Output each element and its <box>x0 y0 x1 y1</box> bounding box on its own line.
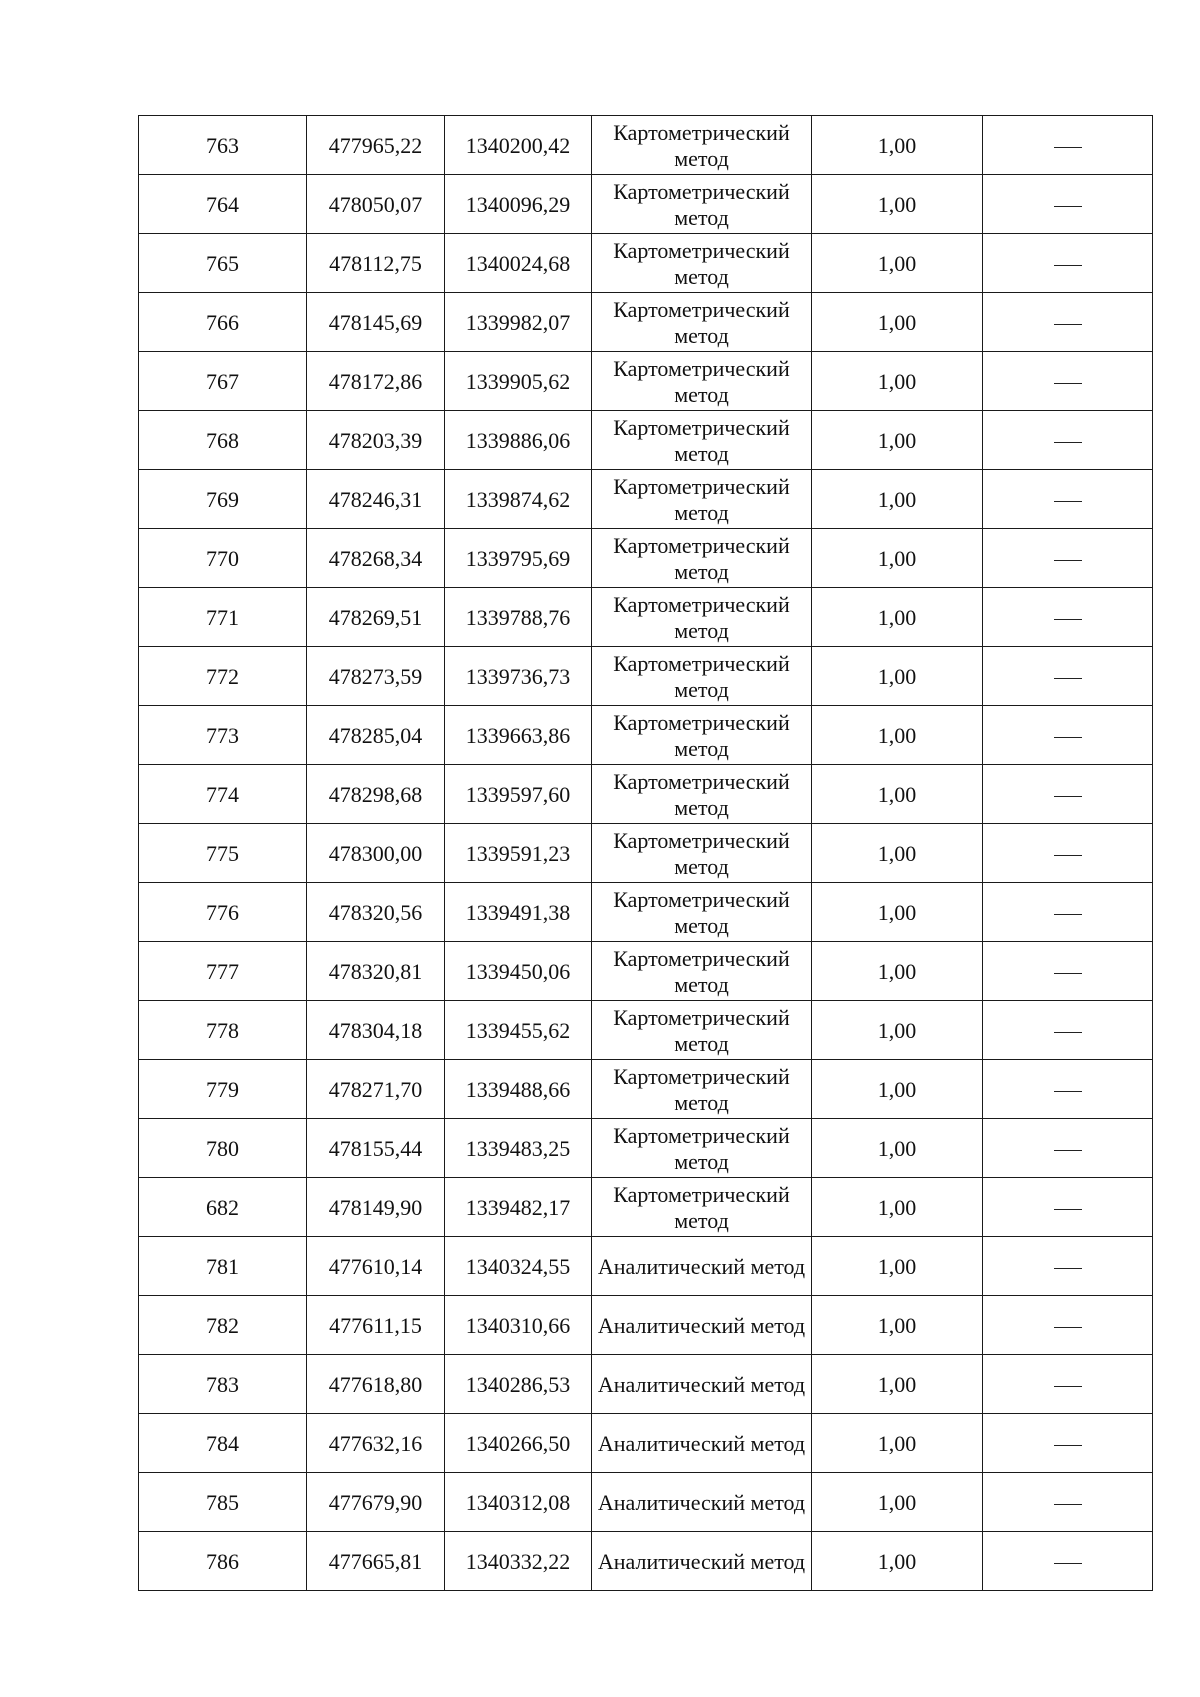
y-coordinate-cell: 1339795,69 <box>445 529 592 588</box>
note-cell <box>983 1001 1153 1060</box>
note-cell <box>983 1355 1153 1414</box>
dash-mark <box>1054 914 1082 915</box>
y-coordinate-cell: 1340286,53 <box>445 1355 592 1414</box>
dash-mark <box>1054 737 1082 738</box>
table-row <box>139 470 1153 529</box>
note-cell <box>983 234 1153 293</box>
y-coordinate-cell: 1339491,38 <box>445 883 592 942</box>
note-text <box>1082 899 1083 900</box>
x-coordinate-cell: 478246,31 <box>307 470 445 529</box>
method-cell: Картометрический метод <box>592 706 812 765</box>
note-cell <box>983 352 1153 411</box>
note-text <box>1082 545 1083 546</box>
note-text <box>1082 1548 1083 1549</box>
accuracy-cell: 1,00 <box>812 1119 983 1178</box>
y-coordinate-cell: 1339905,62 <box>445 352 592 411</box>
dash-mark <box>1054 678 1082 679</box>
y-coordinate-cell: 1339982,07 <box>445 293 592 352</box>
note-cell <box>983 942 1153 1001</box>
table-row <box>139 116 1153 175</box>
method-cell: Картометрический метод <box>592 824 812 883</box>
table-row <box>139 352 1153 411</box>
note-text <box>1082 958 1083 959</box>
dash-mark <box>1054 1504 1082 1505</box>
method-cell: Картометрический метод <box>592 883 812 942</box>
accuracy-cell: 1,00 <box>812 293 983 352</box>
x-coordinate-cell: 478298,68 <box>307 765 445 824</box>
method-cell: Картометрический метод <box>592 116 812 175</box>
note-cell <box>983 1119 1153 1178</box>
accuracy-cell: 1,00 <box>812 942 983 1001</box>
note-text <box>1082 132 1083 133</box>
y-coordinate-cell: 1340266,50 <box>445 1414 592 1473</box>
accuracy-cell: 1,00 <box>812 588 983 647</box>
x-coordinate-cell: 478271,70 <box>307 1060 445 1119</box>
dash-mark <box>1054 1150 1082 1151</box>
x-coordinate-cell: 477665,81 <box>307 1532 445 1591</box>
table-row <box>139 1001 1153 1060</box>
accuracy-cell: 1,00 <box>812 1178 983 1237</box>
point-number-cell: 766 <box>139 293 307 352</box>
y-coordinate-cell: 1339482,17 <box>445 1178 592 1237</box>
note-cell <box>983 1178 1153 1237</box>
method-cell: Аналитический метод <box>592 1473 812 1532</box>
point-number-cell: 783 <box>139 1355 307 1414</box>
accuracy-cell: 1,00 <box>812 765 983 824</box>
x-coordinate-cell: 477618,80 <box>307 1355 445 1414</box>
point-number-cell: 771 <box>139 588 307 647</box>
note-cell <box>983 411 1153 470</box>
table-row <box>139 1355 1153 1414</box>
note-text <box>1082 1430 1083 1431</box>
y-coordinate-cell: 1339874,62 <box>445 470 592 529</box>
table-row <box>139 411 1153 470</box>
note-text <box>1082 368 1083 369</box>
accuracy-cell: 1,00 <box>812 706 983 765</box>
x-coordinate-cell: 478203,39 <box>307 411 445 470</box>
x-coordinate-cell: 478149,90 <box>307 1178 445 1237</box>
table-row <box>139 234 1153 293</box>
note-cell <box>983 706 1153 765</box>
note-cell <box>983 588 1153 647</box>
y-coordinate-cell: 1339591,23 <box>445 824 592 883</box>
accuracy-cell: 1,00 <box>812 1473 983 1532</box>
x-coordinate-cell: 478320,56 <box>307 883 445 942</box>
method-cell: Картометрический метод <box>592 411 812 470</box>
x-coordinate-cell: 478050,07 <box>307 175 445 234</box>
dash-mark <box>1054 383 1082 384</box>
point-number-cell: 774 <box>139 765 307 824</box>
method-cell: Картометрический метод <box>592 175 812 234</box>
note-cell <box>983 470 1153 529</box>
method-cell: Картометрический метод <box>592 588 812 647</box>
x-coordinate-cell: 477965,22 <box>307 116 445 175</box>
x-coordinate-cell: 478300,00 <box>307 824 445 883</box>
note-text <box>1082 840 1083 841</box>
method-cell: Аналитический метод <box>592 1414 812 1473</box>
y-coordinate-cell: 1339488,66 <box>445 1060 592 1119</box>
x-coordinate-cell: 478304,18 <box>307 1001 445 1060</box>
dash-mark <box>1054 1032 1082 1033</box>
dash-mark <box>1054 501 1082 502</box>
dash-mark <box>1054 796 1082 797</box>
table-row <box>139 1178 1153 1237</box>
note-cell <box>983 1237 1153 1296</box>
dash-mark <box>1054 1386 1082 1387</box>
x-coordinate-cell: 478155,44 <box>307 1119 445 1178</box>
table-row <box>139 647 1153 706</box>
coordinates-table-body <box>139 116 1153 1591</box>
table-row <box>139 765 1153 824</box>
note-text <box>1082 1194 1083 1195</box>
method-cell: Аналитический метод <box>592 1532 812 1591</box>
y-coordinate-cell: 1340024,68 <box>445 234 592 293</box>
point-number-cell: 778 <box>139 1001 307 1060</box>
x-coordinate-cell: 477610,14 <box>307 1237 445 1296</box>
table-row <box>139 883 1153 942</box>
point-number-cell: 772 <box>139 647 307 706</box>
dash-mark <box>1054 1209 1082 1210</box>
note-text <box>1082 663 1083 664</box>
dash-mark <box>1054 442 1082 443</box>
table-row <box>139 529 1153 588</box>
note-cell <box>983 883 1153 942</box>
note-text <box>1082 1076 1083 1077</box>
y-coordinate-cell: 1340324,55 <box>445 1237 592 1296</box>
note-cell <box>983 175 1153 234</box>
accuracy-cell: 1,00 <box>812 234 983 293</box>
table-row <box>139 1237 1153 1296</box>
method-cell: Картометрический метод <box>592 234 812 293</box>
point-number-cell: 682 <box>139 1178 307 1237</box>
accuracy-cell: 1,00 <box>812 1001 983 1060</box>
method-cell: Картометрический метод <box>592 529 812 588</box>
dash-mark <box>1054 206 1082 207</box>
note-text <box>1082 1253 1083 1254</box>
note-cell <box>983 1296 1153 1355</box>
method-cell: Картометрический метод <box>592 647 812 706</box>
point-number-cell: 781 <box>139 1237 307 1296</box>
y-coordinate-cell: 1339483,25 <box>445 1119 592 1178</box>
note-text <box>1082 1017 1083 1018</box>
y-coordinate-cell: 1340332,22 <box>445 1532 592 1591</box>
method-cell: Картометрический метод <box>592 293 812 352</box>
point-number-cell: 773 <box>139 706 307 765</box>
point-number-cell: 775 <box>139 824 307 883</box>
accuracy-cell: 1,00 <box>812 529 983 588</box>
y-coordinate-cell: 1339886,06 <box>445 411 592 470</box>
x-coordinate-cell: 477679,90 <box>307 1473 445 1532</box>
y-coordinate-cell: 1340200,42 <box>445 116 592 175</box>
accuracy-cell: 1,00 <box>812 1355 983 1414</box>
point-number-cell: 779 <box>139 1060 307 1119</box>
dash-mark <box>1054 560 1082 561</box>
y-coordinate-cell: 1339663,86 <box>445 706 592 765</box>
point-number-cell: 768 <box>139 411 307 470</box>
note-cell <box>983 1060 1153 1119</box>
note-cell <box>983 1473 1153 1532</box>
y-coordinate-cell: 1340310,66 <box>445 1296 592 1355</box>
table-row <box>139 1060 1153 1119</box>
y-coordinate-cell: 1339788,76 <box>445 588 592 647</box>
dash-mark <box>1054 147 1082 148</box>
method-cell: Картометрический метод <box>592 1001 812 1060</box>
point-number-cell: 763 <box>139 116 307 175</box>
note-text <box>1082 1489 1083 1490</box>
point-number-cell: 780 <box>139 1119 307 1178</box>
table-row <box>139 293 1153 352</box>
accuracy-cell: 1,00 <box>812 647 983 706</box>
dash-mark <box>1054 855 1082 856</box>
dash-mark <box>1054 324 1082 325</box>
x-coordinate-cell: 478285,04 <box>307 706 445 765</box>
note-text <box>1082 191 1083 192</box>
method-cell: Картометрический метод <box>592 470 812 529</box>
accuracy-cell: 1,00 <box>812 824 983 883</box>
dash-mark <box>1054 1563 1082 1564</box>
dash-mark <box>1054 265 1082 266</box>
accuracy-cell: 1,00 <box>812 175 983 234</box>
table-row <box>139 942 1153 1001</box>
y-coordinate-cell: 1339736,73 <box>445 647 592 706</box>
note-cell <box>983 647 1153 706</box>
dash-mark <box>1054 619 1082 620</box>
x-coordinate-cell: 478269,51 <box>307 588 445 647</box>
y-coordinate-cell: 1340096,29 <box>445 175 592 234</box>
method-cell: Картометрический метод <box>592 765 812 824</box>
table-row <box>139 1532 1153 1591</box>
note-cell <box>983 1414 1153 1473</box>
point-number-cell: 776 <box>139 883 307 942</box>
point-number-cell: 765 <box>139 234 307 293</box>
point-number-cell: 767 <box>139 352 307 411</box>
note-text <box>1082 781 1083 782</box>
point-number-cell: 786 <box>139 1532 307 1591</box>
dash-mark <box>1054 1445 1082 1446</box>
x-coordinate-cell: 478268,34 <box>307 529 445 588</box>
y-coordinate-cell: 1339455,62 <box>445 1001 592 1060</box>
note-cell <box>983 116 1153 175</box>
point-number-cell: 784 <box>139 1414 307 1473</box>
accuracy-cell: 1,00 <box>812 1296 983 1355</box>
method-cell: Картометрический метод <box>592 1178 812 1237</box>
note-text <box>1082 1371 1083 1372</box>
accuracy-cell: 1,00 <box>812 116 983 175</box>
table-row <box>139 1414 1153 1473</box>
table-row <box>139 706 1153 765</box>
table-row <box>139 824 1153 883</box>
accuracy-cell: 1,00 <box>812 411 983 470</box>
note-text <box>1082 1312 1083 1313</box>
method-cell: Аналитический метод <box>592 1296 812 1355</box>
table-row <box>139 1473 1153 1532</box>
accuracy-cell: 1,00 <box>812 883 983 942</box>
method-cell: Картометрический метод <box>592 942 812 1001</box>
accuracy-cell: 1,00 <box>812 352 983 411</box>
note-cell <box>983 529 1153 588</box>
dash-mark <box>1054 1268 1082 1269</box>
table-row <box>139 175 1153 234</box>
point-number-cell: 770 <box>139 529 307 588</box>
y-coordinate-cell: 1339450,06 <box>445 942 592 1001</box>
method-cell: Картометрический метод <box>592 1060 812 1119</box>
point-number-cell: 769 <box>139 470 307 529</box>
note-text <box>1082 427 1083 428</box>
accuracy-cell: 1,00 <box>812 1237 983 1296</box>
point-number-cell: 777 <box>139 942 307 1001</box>
method-cell: Аналитический метод <box>592 1355 812 1414</box>
table-row <box>139 1296 1153 1355</box>
method-cell: Картометрический метод <box>592 352 812 411</box>
coordinates-table <box>138 115 1153 1591</box>
x-coordinate-cell: 478320,81 <box>307 942 445 1001</box>
dash-mark <box>1054 1327 1082 1328</box>
note-cell <box>983 1532 1153 1591</box>
dash-mark <box>1054 973 1082 974</box>
table-row <box>139 588 1153 647</box>
note-text <box>1082 722 1083 723</box>
accuracy-cell: 1,00 <box>812 1060 983 1119</box>
note-text <box>1082 250 1083 251</box>
note-text <box>1082 604 1083 605</box>
x-coordinate-cell: 478273,59 <box>307 647 445 706</box>
note-cell <box>983 293 1153 352</box>
table-row <box>139 1119 1153 1178</box>
y-coordinate-cell: 1340312,08 <box>445 1473 592 1532</box>
accuracy-cell: 1,00 <box>812 470 983 529</box>
x-coordinate-cell: 477632,16 <box>307 1414 445 1473</box>
note-cell <box>983 824 1153 883</box>
x-coordinate-cell: 477611,15 <box>307 1296 445 1355</box>
x-coordinate-cell: 478145,69 <box>307 293 445 352</box>
method-cell: Аналитический метод <box>592 1237 812 1296</box>
y-coordinate-cell: 1339597,60 <box>445 765 592 824</box>
accuracy-cell: 1,00 <box>812 1532 983 1591</box>
note-cell <box>983 765 1153 824</box>
point-number-cell: 782 <box>139 1296 307 1355</box>
dash-mark <box>1054 1091 1082 1092</box>
x-coordinate-cell: 478112,75 <box>307 234 445 293</box>
point-number-cell: 785 <box>139 1473 307 1532</box>
note-text <box>1082 309 1083 310</box>
point-number-cell: 764 <box>139 175 307 234</box>
method-cell: Картометрический метод <box>592 1119 812 1178</box>
x-coordinate-cell: 478172,86 <box>307 352 445 411</box>
accuracy-cell: 1,00 <box>812 1414 983 1473</box>
note-text <box>1082 1135 1083 1136</box>
note-text <box>1082 486 1083 487</box>
